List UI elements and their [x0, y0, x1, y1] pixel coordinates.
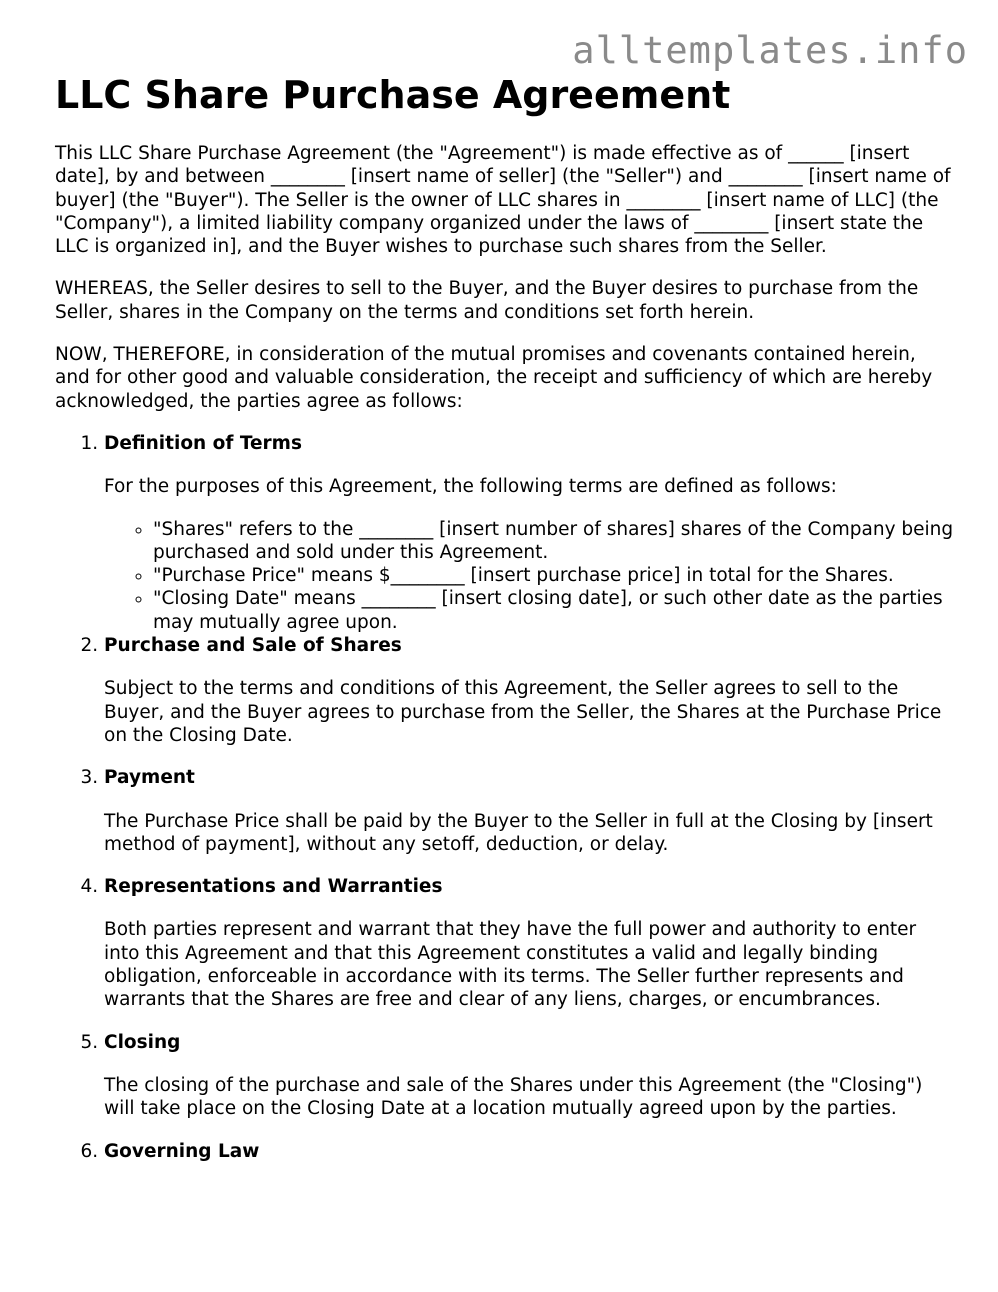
section-purchase-and-sale [104, 634, 955, 747]
section-body: Subject to the terms and conditions of this Agreement, the Seller agrees to sell to the Buyer, and the Buyer agrees to purchase from the Seller, the Shares at the Purchase Price on the Closing Date. [104, 678, 942, 746]
document-title: LLC Share Purchase Agreement [55, 73, 731, 117]
section-definition-of-terms [104, 432, 955, 634]
section-title: Governing Law [104, 1140, 260, 1162]
term-item-purchase-price: ◦ "Purchase Price" means $________ [insert purchase price] in total for the Shares. [153, 564, 955, 587]
section-body: The closing of the purchase and sale of the Shares under this Agreement (the "Closing") will take place on the Closing Date at a location mutually agreed upon by the parties. [104, 1074, 923, 1120]
section-closing [104, 1031, 955, 1121]
terms-list [104, 518, 955, 634]
sections-list [55, 432, 955, 1183]
watermark: alltemplates.info [572, 29, 968, 72]
term-item-shares: ◦ "Shares" refers to the ________ [insert number of shares] shares of the Company being purchased and sold under this Agreement. [153, 518, 955, 565]
section-title: Definition of Terms [104, 432, 302, 454]
now-therefore-paragraph: NOW, THEREFORE, in consideration of the mutual promises and covenants contained herein, and for other good and valuable consideration, the receipt and sufficiency of which are hereby acknowledged, the parties agree as follows: [55, 344, 933, 412]
section-payment [104, 766, 955, 856]
section-title: Representations and Warranties [104, 876, 443, 898]
section-body: The Purchase Price shall be paid by the Buyer to the Seller in full at the Closing by [insert method of payment], without any setoff, deduction, or delay. [104, 810, 933, 855]
section-representations-and-warranties [104, 875, 955, 1011]
section-title: Purchase and Sale of Shares [104, 635, 402, 657]
section-body: For the purposes of this Agreement, the following terms are defined as follows: [104, 476, 837, 498]
section-body: Both parties represent and warrant that they have the full power and authority to enter into this Agreement and that this Agreement constitutes a valid and legally binding obligation, enforceable in accordance with its terms. The Seller further represents and warrants that the Shares are free and clear of any liens, charges, or encumbrances. [104, 919, 917, 1011]
document-page [55, 72, 955, 1202]
term-item-closing-date: ◦ "Closing Date" means ________ [insert closing date], or such other date as the parties may mutually agree upon. [153, 587, 955, 634]
intro-paragraph: This LLC Share Purchase Agreement (the "Agreement") is made effective as of ______ [insert date], by and between ________ [insert name of seller] (the "Seller") and ________ [insert name of buyer] (the "Buyer"). The Seller is the owner of LLC shares in ________ [insert name of LLC] (the "Company"), a limited liability company organized under the laws of ________ [insert state the LLC is organized in], and the Buyer wishes to purchase such shares from the Seller. [55, 143, 951, 258]
section-governing-law [104, 1140, 955, 1183]
section-title: Closing [104, 1031, 181, 1053]
section-title: Payment [104, 767, 195, 789]
whereas-paragraph: WHEREAS, the Seller desires to sell to the Buyer, and the Buyer desires to purchase from the Seller, shares in the Company on the terms and conditions set forth herein. [55, 278, 919, 323]
